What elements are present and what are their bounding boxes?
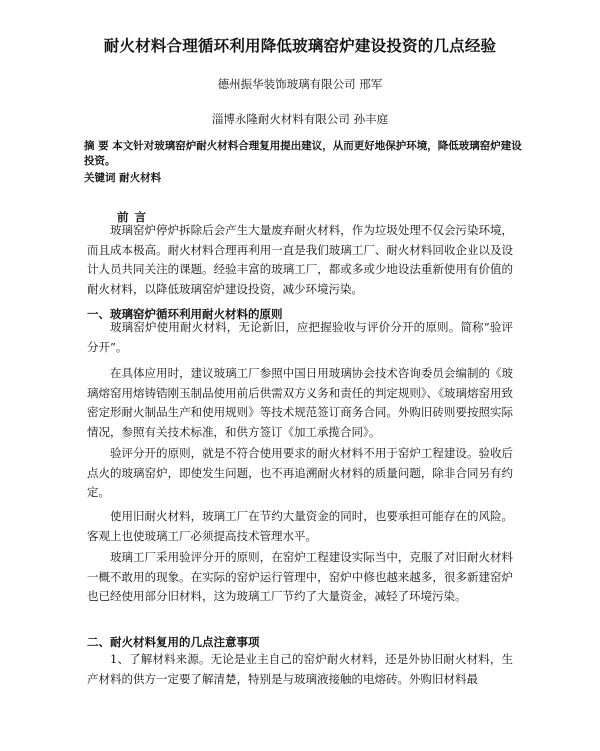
keywords: 关键词 耐火材料 (84, 172, 162, 184)
paragraph-5: 使用旧耐火材料，玻璃工厂在节约大量资金的同时，也要承担可能存在的风险。客观上也使玻璃工厂必须提高技术管理水平。 (87, 509, 513, 543)
paragraph-6: 玻璃工厂采用验评分开的原则，在窑炉工程建设实际当中，克服了对旧耐火材料一概不敢用的现象。在实际的窑炉运行管理中，窑炉中修也越来越多，很多新建窑炉也已经使用部分旧材料，这为玻璃工厂节约了大量资金，减轻了环境污染。 (87, 550, 513, 603)
paragraph-7: 1、了解材料来源。无论是业主自己的窑炉耐火材料，还是外协旧耐火材料，生产材料的供方一定要了解清楚，特别是与玻璃液接触的电熔砖。外购旧材料最 (87, 652, 513, 686)
paragraph-2: 玻璃窑炉使用耐火材料，无论新旧，应把握验收与评价分开的原则。简称“验评分开”。 (87, 320, 513, 354)
section-1-heading: 一、玻璃窑炉循环利用耐火材料的原则 (87, 307, 283, 321)
paper-title: 耐火材料合理循环利用降低玻璃窑炉建设投资的几点经验 (103, 37, 497, 55)
paragraph-3: 在具体应用时，建议玻璃工厂参照中国日用玻璃协会技术咨询委员会编制的《玻璃熔窑用熔铸锆刚玉制品使用前后供需双方义务和责任的判定规则》、《玻璃熔窑用致密定形耐火制品生产和使用规则》等技术规范签订商务合同。外购旧砖则要按照实际情况，参照有关技术标准，和供方签订《加工承揽合同》。 (87, 366, 513, 439)
foreword-heading: 前言 (117, 210, 152, 224)
author-line-2: 淄博永隆耐火材料有限公司 孙丰庭 (211, 112, 389, 126)
section-2-heading: 二、耐火材料复用的几点注意事项 (87, 635, 260, 649)
author-line-1: 德州振华装饰玻璃有限公司 邢军 (217, 77, 383, 91)
paragraph-4: 验评分开的原则，就是不符合使用要求的耐火材料不用于窑炉工程建设。验收后点火的玻璃窑炉，即使发生问题，也不再追溯耐火材料的质量问题，除非合同另有约定。 (87, 446, 513, 499)
paragraph-1: 玻璃窑炉停炉拆除后会产生大量废弃耐火材料，作为垃圾处理不仅会污染环境，而且成本极高。耐火材料合理再利用一直是我们玻璃工厂、耐火材料回收企业以及设计人员共同关注的课题。经验丰富的玻璃工厂，都或多或少地设法重新使用有价值的耐火材料，以降低玻璃窑炉建设投资，减少环境污染。 (87, 223, 513, 296)
abstract: 摘 要 本文针对玻璃窑炉耐火材料合理复用提出建议，从而更好地保护环境，降低玻璃窑炉建设投资。 (84, 140, 522, 167)
